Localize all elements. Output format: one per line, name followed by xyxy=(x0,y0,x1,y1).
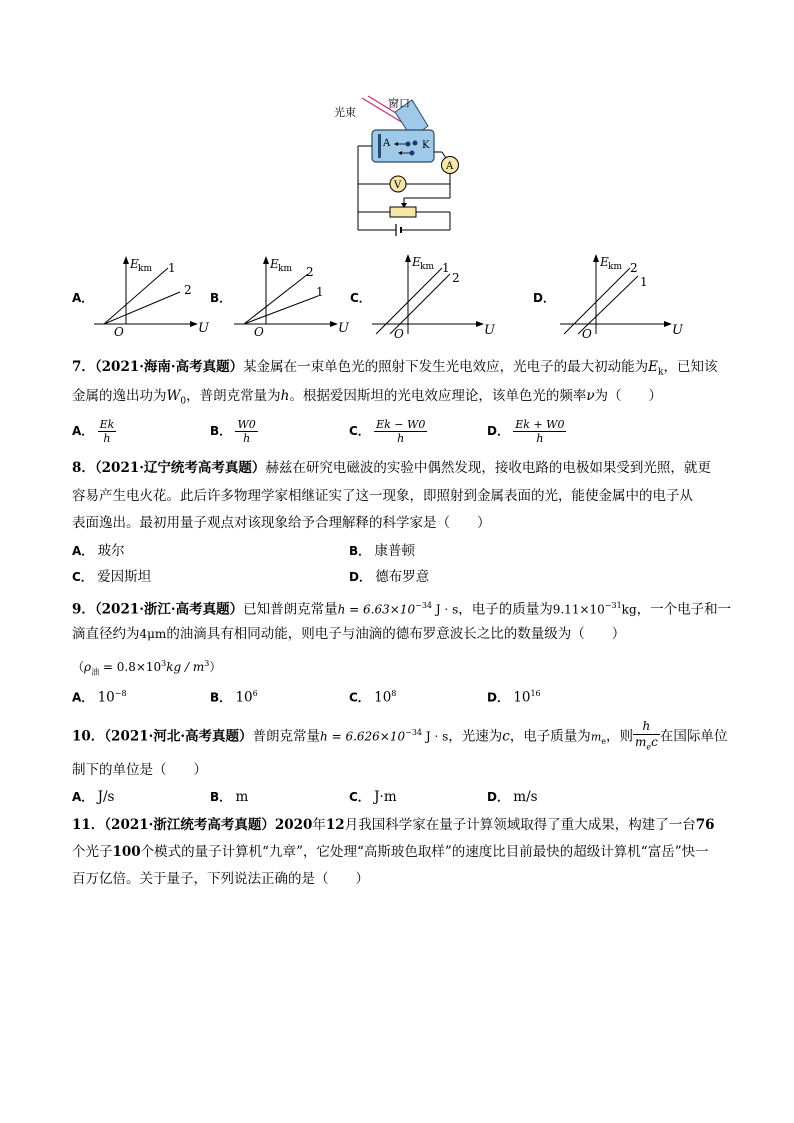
question-11-text: 月我国科学家在量子计算领域取得了重大成果，构建了一台 xyxy=(344,817,696,833)
q11-photons: 76 xyxy=(695,817,715,833)
question-8-number: 8． xyxy=(72,460,95,476)
q10-option-d[interactable] xyxy=(487,787,538,807)
question-10-source: （2021·河北·高考真题） xyxy=(104,728,253,745)
window-label: 窗口 xyxy=(388,97,410,110)
symbol-me: m xyxy=(590,730,602,744)
q9-me-value: 9.11×10 xyxy=(552,602,605,617)
graph-d-xlabel: U xyxy=(672,323,683,338)
graph-a-origin: O xyxy=(114,325,124,338)
graph-a-ylabel: E xyxy=(130,257,139,271)
q9-rho-exp: 3 xyxy=(161,659,167,668)
q9-option-b-label: B． xyxy=(210,690,232,705)
question-9-number: 9． xyxy=(72,601,95,618)
graph-b-ysub: km xyxy=(278,264,292,274)
question-9-text: ，一个电子和一 xyxy=(636,601,732,618)
q10-option-b-label: B． xyxy=(210,790,232,804)
question-10-line-1 xyxy=(72,716,727,759)
question-7-text: 某金属在一束单色光的照射下发生光电效应，光电子的最大初动能为 xyxy=(243,359,649,375)
graph-d-line2: 1 xyxy=(640,275,648,289)
q9-h-unit: J · s xyxy=(432,602,459,617)
question-9-source: （2021·浙江·高考真题） xyxy=(94,601,244,618)
q9-option-b-base: 10 xyxy=(235,689,253,706)
q10-option-b[interactable] xyxy=(210,787,248,807)
question-11-text: 个光子 xyxy=(72,844,113,860)
q7-option-a-label: A． xyxy=(72,424,94,438)
q10-option-d-text: m/s xyxy=(513,789,538,805)
graph-c-xlabel: U xyxy=(484,323,495,338)
question-8-line-2: 容易产生电火花。此后许多物理学家相继证实了这一现象，即照射到金属表面的光，能使金属中的电子从 xyxy=(72,488,693,504)
question-11-line-3: 百万亿倍。关于量子，下列说法正确的是（ ） xyxy=(72,871,369,887)
symbol-c: c xyxy=(502,728,510,745)
q11-month: 12 xyxy=(325,817,345,833)
q8-option-b[interactable] xyxy=(349,541,415,561)
graph-b-xlabel: U xyxy=(338,321,349,336)
q9-option-a-label: A． xyxy=(72,690,94,705)
q9-rho-unit-exp: 3 xyxy=(204,659,210,668)
q8-option-d-label: D． xyxy=(349,570,371,584)
graph-d-origin: O xyxy=(582,327,592,340)
q8-option-d[interactable] xyxy=(349,567,429,587)
graph-c-line1: 1 xyxy=(442,261,450,275)
question-11-line-1 xyxy=(72,811,715,839)
symbol-w0: W xyxy=(166,388,181,404)
q9-option-c-base: 10 xyxy=(374,689,392,706)
graph-b-line1: 2 xyxy=(306,265,314,279)
question-7-text: 。根据爱因斯坦的光电效应理论，该单色光的频率 xyxy=(289,388,587,404)
q7-option-a[interactable] xyxy=(72,418,116,445)
voltmeter-label: V xyxy=(394,180,402,191)
q9-option-a[interactable] xyxy=(72,684,127,708)
question-8-line-1 xyxy=(72,454,711,482)
symbol-me-sub: e xyxy=(601,737,606,747)
q9-h-value: h = 6.63×10 xyxy=(337,602,416,617)
graph-option-c-label: C． xyxy=(350,291,371,305)
q7-option-b[interactable] xyxy=(210,418,258,445)
graph-a xyxy=(90,252,220,338)
q7-option-c[interactable] xyxy=(349,418,427,445)
symbol-nu: ν xyxy=(586,388,595,404)
graph-d-ysub: km xyxy=(608,262,622,272)
question-9-text: 已知普朗克常量 xyxy=(243,601,338,618)
q9-diameter: 4μm xyxy=(139,627,167,641)
question-7-source: （2021·海南·高考真题） xyxy=(94,359,244,375)
question-11-line-2 xyxy=(72,838,709,866)
q9-option-c[interactable] xyxy=(349,684,396,708)
q9-option-b[interactable] xyxy=(210,684,258,708)
q10-frac-den-sub: e xyxy=(646,742,652,752)
graph-c-origin: O xyxy=(394,327,404,340)
q7-option-b-label: B． xyxy=(210,424,232,438)
q9-option-a-exp: −8 xyxy=(114,689,127,698)
question-9-line-1 xyxy=(72,592,731,624)
q7-option-d-num: Ek + W0 xyxy=(515,418,565,431)
symbol-w0-sub: 0 xyxy=(180,396,187,407)
q10-h-exp: −34 xyxy=(405,728,423,737)
q9-rho-close: ） xyxy=(209,660,222,674)
q9-option-b-exp: 6 xyxy=(252,689,258,698)
graph-b-origin: O xyxy=(254,325,264,338)
q10-option-d-label: D． xyxy=(487,790,509,804)
graph-b-line2: 1 xyxy=(316,285,324,299)
question-7-text: 为（ ） xyxy=(594,388,663,404)
graph-option-b-label: B． xyxy=(210,291,232,305)
q10-option-c-label: C． xyxy=(349,790,370,804)
q7-option-b-den: h xyxy=(243,432,251,445)
graph-c-line2: 2 xyxy=(452,271,460,285)
question-11-number: 11． xyxy=(72,817,105,833)
q8-option-b-label: B． xyxy=(349,544,371,558)
ammeter-label: A xyxy=(446,161,454,172)
light-beam-label: 光束 xyxy=(334,106,356,119)
question-8-source: （2021·辽宁统考高考真题） xyxy=(94,460,266,476)
question-9-text: ，电子的质量为 xyxy=(458,601,553,618)
graph-c-ylabel: E xyxy=(412,255,421,269)
graph-b-ylabel: E xyxy=(270,257,279,271)
graph-a-xlabel: U xyxy=(198,321,209,336)
question-7-number: 7． xyxy=(72,359,95,375)
graph-c xyxy=(368,250,502,340)
graph-a-line2: 2 xyxy=(184,283,192,297)
q7-option-c-label: C． xyxy=(349,424,370,438)
q8-option-b-text: 康普顿 xyxy=(374,543,415,559)
q11-year: 2020 xyxy=(274,817,313,833)
question-10-text: ，则 xyxy=(605,728,633,745)
graph-b xyxy=(230,252,360,338)
q7-option-d-label: D． xyxy=(487,424,509,438)
graph-a-line1: 1 xyxy=(168,261,176,275)
q10-frac-num: h xyxy=(633,719,660,735)
q10-option-c-text: J·m xyxy=(374,789,397,805)
question-7-text: 金属的逸出功为 xyxy=(72,388,167,404)
question-11-text: 个模式的量子计算机“九章”，它处理“高斯玻色取样”的速度比目前最快的超级计算机“富岳”快一 xyxy=(140,844,709,860)
q10-h-value: h = 6.626×10 xyxy=(320,729,406,744)
graph-option-d-label: D． xyxy=(533,291,555,305)
q9-option-c-exp: 8 xyxy=(391,689,397,698)
q9-rho-sub: 油 xyxy=(91,667,100,677)
question-7-text: ，普朗克常量为 xyxy=(186,388,281,404)
question-7-line-2 xyxy=(72,382,662,416)
graph-d xyxy=(556,250,690,340)
q10-h-unit: J · s xyxy=(422,729,449,744)
graph-option-a-label: A． xyxy=(72,291,94,305)
question-11-text: 年 xyxy=(312,817,326,833)
q9-option-d-exp: 16 xyxy=(530,689,541,698)
symbol-ek-sub: k xyxy=(658,367,664,378)
q8-option-c[interactable] xyxy=(72,567,151,587)
q9-me-unit: kg xyxy=(621,602,637,617)
q10-option-c[interactable] xyxy=(349,787,397,807)
question-10-text: 在国际单位 xyxy=(659,728,728,745)
symbol-ek: E xyxy=(648,359,658,375)
q11-modes: 100 xyxy=(112,844,141,860)
q10-frac-den-tail: c xyxy=(651,735,658,750)
q9-option-d[interactable] xyxy=(487,684,541,708)
q10-option-b-text: m xyxy=(235,789,249,805)
graph-d-line1: 2 xyxy=(630,261,638,275)
q8-option-d-text: 德布罗意 xyxy=(375,569,430,585)
question-9-text: 滴直径约为 xyxy=(72,626,140,642)
q8-option-a-label: A． xyxy=(72,544,94,558)
q8-option-a[interactable] xyxy=(72,541,125,561)
q10-option-a-text: J/s xyxy=(97,789,115,805)
q7-option-d-den: h xyxy=(536,432,544,445)
q7-option-c-num: Ek − W0 xyxy=(376,418,426,431)
q9-option-d-base: 10 xyxy=(513,689,531,706)
question-10-number: 10． xyxy=(72,728,105,745)
q9-option-c-label: C． xyxy=(349,690,370,705)
question-10-line-2: 制下的单位是（ ） xyxy=(72,762,207,778)
q9-rho-open: （ xyxy=(72,660,85,674)
q7-option-d[interactable] xyxy=(487,418,566,445)
question-9-line-2 xyxy=(72,620,625,648)
question-9-text: 的油滴具有相同动能，则电子与油滴的德布罗意波长之比的数量级为（ ） xyxy=(166,626,626,642)
cathode-label: K xyxy=(422,140,430,151)
q7-option-b-num: W0 xyxy=(237,418,256,431)
q10-option-a[interactable] xyxy=(72,787,114,807)
q9-option-d-label: D． xyxy=(487,690,509,705)
question-9-density xyxy=(72,650,221,686)
question-8-line-3: 表面逸出。最初用量子观点对该现象给予合理解释的科学家是（ ） xyxy=(72,515,491,531)
symbol-h: h xyxy=(280,388,290,404)
q9-me-exp: −31 xyxy=(604,601,622,610)
anode-label: A xyxy=(383,138,391,149)
graph-c-ysub: km xyxy=(420,262,434,272)
graph-a-ysub: km xyxy=(138,264,152,274)
q9-rho-symbol: ρ xyxy=(84,660,92,674)
question-10-text: 普朗克常量 xyxy=(252,728,321,745)
q7-option-a-num: Ek xyxy=(99,418,115,431)
q8-option-c-label: C． xyxy=(72,570,93,584)
q8-option-a-text: 玻尔 xyxy=(97,543,125,559)
question-10-text: ，光速为 xyxy=(448,728,503,745)
question-8-text: 赫兹在研究电磁波的实验中偶然发现，接收电路的电极如果受到光照，就更 xyxy=(265,460,711,476)
graph-d-ylabel: E xyxy=(600,255,609,269)
q9-rho-value: = 0.8×10 xyxy=(99,660,162,674)
q7-option-c-den: h xyxy=(397,432,405,445)
q10-frac-den: m xyxy=(634,735,647,750)
q9-option-a-base: 10 xyxy=(97,689,115,706)
q9-h-exp: −34 xyxy=(415,601,432,610)
question-7-text: ，已知该 xyxy=(663,359,718,375)
q7-option-a-den: h xyxy=(103,432,111,445)
q9-rho-unit: kg / m xyxy=(166,660,205,674)
question-11-source: （2021·浙江统考高考真题） xyxy=(104,817,275,833)
question-10-text: ，电子质量为 xyxy=(509,728,591,745)
q10-option-a-label: A． xyxy=(72,790,94,804)
q8-option-c-text: 爱因斯坦 xyxy=(97,569,152,585)
